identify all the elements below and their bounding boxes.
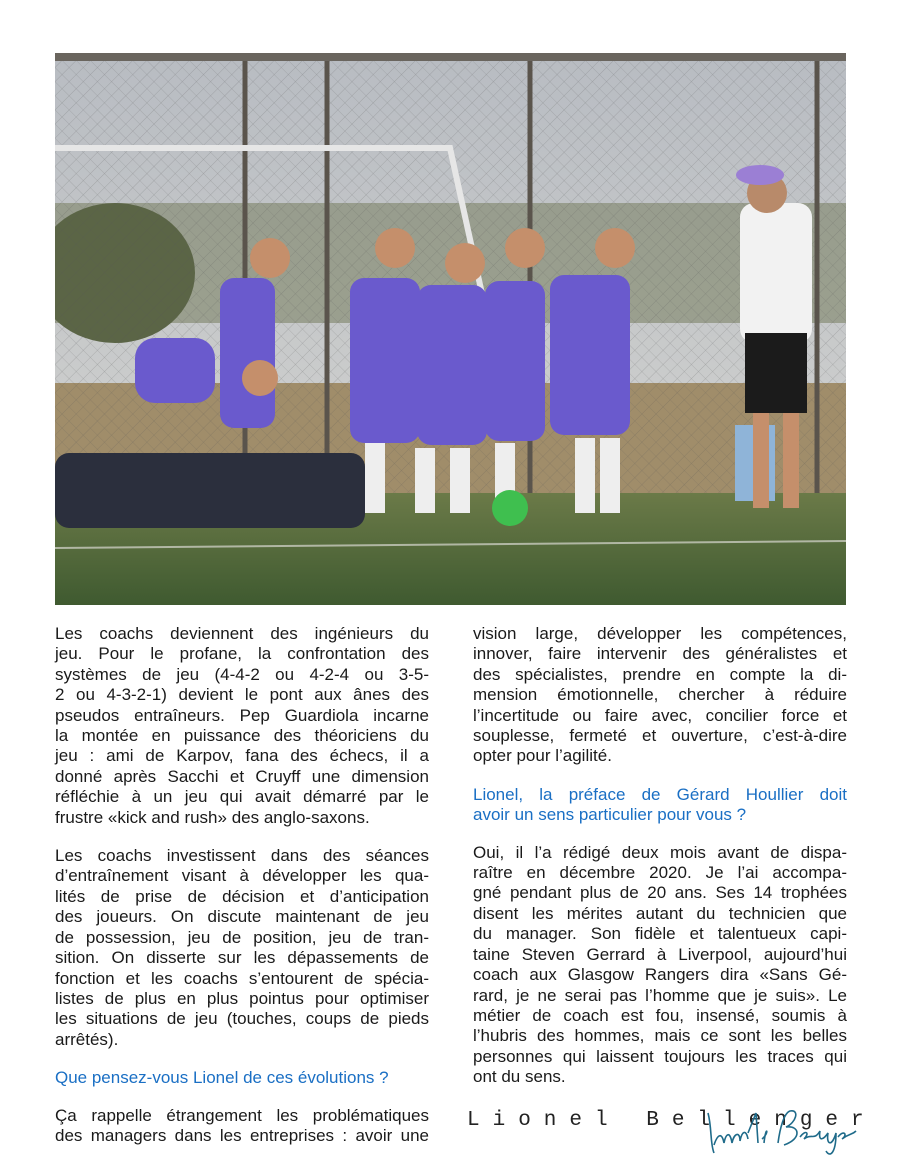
text-line: Les coachs investissent dans des séances: [55, 846, 429, 866]
text-line: arrêtés).: [55, 1029, 119, 1049]
text-line: rard, je ne serai pas l’homme que je suis». Le: [473, 985, 847, 1005]
handwritten-signature: [700, 1103, 860, 1158]
right-column: [473, 624, 847, 1106]
text-line: métier de coach est fou, insensé, soumis à: [473, 1005, 847, 1025]
text-line: taine Steven Gerrard à Liverpool, aujourd’hui: [473, 944, 847, 964]
interview-question: [55, 1068, 429, 1088]
text-line: souplesse, fermeté et ouverture, c’est-à-dire: [473, 726, 847, 746]
text-line: d’entraînement visant à développer les qua-: [55, 866, 429, 886]
text-line: innover, faire intervenir des généralistes et: [473, 644, 847, 664]
text-line: Les coachs deviennent des ingénieurs du: [55, 624, 429, 643]
paragraph-answer: [55, 1106, 429, 1147]
text-line: lités de prise de décision et d’anticipation: [55, 886, 429, 906]
paragraph-coachs-investissent: [55, 846, 429, 1050]
text-line: disent les mérites autant du technicien que: [473, 903, 847, 923]
text-line: ont du sens.: [473, 1067, 566, 1087]
text-line: l’incertitude ou faire avec, concilier force et: [473, 705, 847, 725]
text-line: des spécialistes, prendre en compte la di-: [473, 664, 847, 684]
text-line: pseudos entraîneurs. Pep Guardiola incarne: [55, 705, 429, 725]
text-line: des managers dans les entreprises : avoir une: [55, 1125, 429, 1145]
text-line: Lionel, la préface de Gérard Houllier doit: [473, 784, 847, 804]
paragraph-vision: [473, 624, 847, 767]
text-line: sition. On disserte sur les dépassements de: [55, 948, 429, 968]
text-line: jeu : ami de Karpov, fana des échecs, il a: [55, 746, 429, 766]
text-line: frustre «kick and rush» des anglo-saxons.: [55, 807, 370, 827]
text-line: des joueurs. On discute maintenant de jeu: [55, 907, 429, 927]
text-line: systèmes de jeu (4-4-2 ou 4-2-4 ou 3-5-: [55, 664, 429, 684]
text-line: la montée en puissance des théoriciens du: [55, 726, 429, 746]
text-line: opter pour l’agilité.: [473, 746, 612, 766]
text-line: l’hubris des hommes, mais ce sont les belles: [473, 1026, 847, 1046]
text-line: coach aux Glasgow Rangers dira «Sans Gé-: [473, 965, 847, 985]
text-line: de possession, jeu de position, jeu de tran-: [55, 927, 429, 947]
text-line: fonction et les coachs s’entourent de spécia-: [55, 968, 429, 988]
text-line: réfléchie à un jeu qui avait démarré par le: [55, 787, 429, 807]
text-line: 2 ou 4-3-2-1) devient le pont aux ânes des: [55, 685, 429, 705]
typed-signature: Lionel Bellenger: [467, 1109, 877, 1132]
team-photo: [55, 53, 846, 605]
paragraph-houllier: [473, 843, 847, 1088]
text-line: mension émotionnelle, chercher à réduire: [473, 685, 847, 705]
text-line: les situations de jeu (touches, coups de pieds: [55, 1009, 429, 1029]
paragraph-coachs-ingenieurs: [55, 624, 429, 828]
text-line: du manager. Son fidèle et talentueux capi-: [473, 924, 847, 944]
text-line: personnes qui laissent toujours les traces qui: [473, 1046, 847, 1066]
text-line: donné après Sacchi et Cruyff une dimension: [55, 766, 429, 786]
text-line: listes de plus en plus pointus pour optimiser: [55, 988, 429, 1008]
text-line: avoir un sens particulier pour vous ?: [473, 805, 747, 825]
text-line: Que pensez-vous Lionel de ces évolutions ?: [55, 1068, 389, 1088]
left-column: [55, 624, 429, 1164]
interview-question: [473, 785, 847, 826]
text-line: vision large, développer les compétences,: [473, 624, 847, 643]
text-line: Ça rappelle étrangement les problématiques: [55, 1105, 429, 1125]
text-line: Oui, il l’a rédigé deux mois avant de dispa-: [473, 842, 847, 862]
text-line: gné pendant plus de 20 ans. Ses 14 trophées: [473, 883, 847, 903]
text-line: raître en décembre 2020. Je l’ai accompa-: [473, 863, 847, 883]
text-line: jeu. Pour le profane, la confrontation des: [55, 644, 429, 664]
